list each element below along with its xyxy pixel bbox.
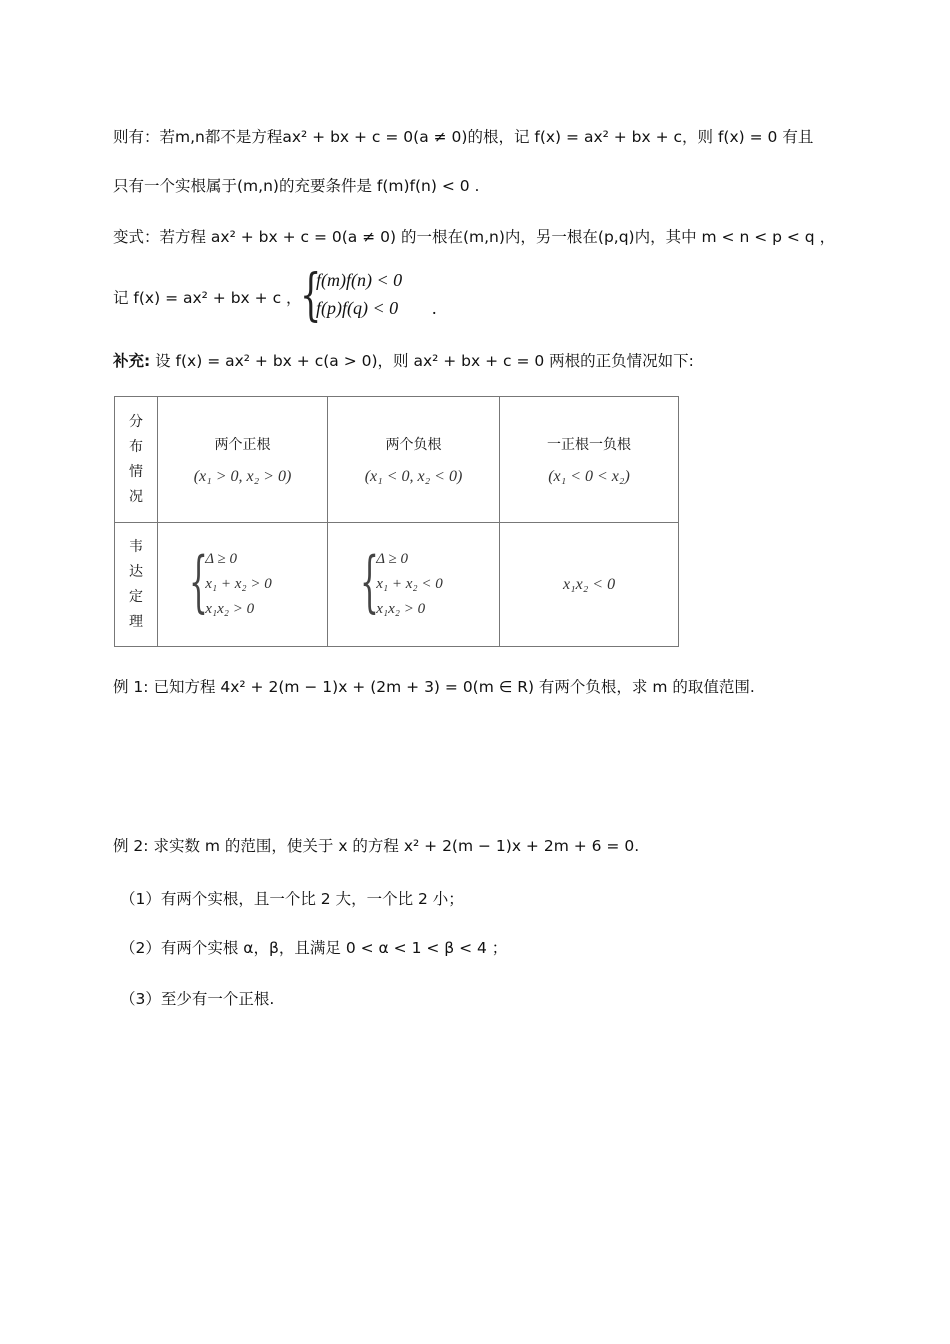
example-1: 例 1: 已知方程 4x² + 2(m − 1)x + (2m + 3) = 0(m ∈ R) 有两个负根，求 m 的取值范围. [113,678,755,696]
variant-condition-system [300,263,450,328]
variant-line-2-prefix: 记 f(x) = ax² + bx + c ， [113,289,302,307]
example-2-stem: 例 2: 求实数 m 的范围，使关于 x 的方程 x² + 2(m − 1)x + 2m + 6 = 0. [113,837,640,855]
variant-line-1: 变式：若方程 ax² + bx + c = 0(a ≠ 0) 的一根在(m,n)内，另一根在(p,q)内，其中 m < n < p < q ， [113,228,836,246]
cell-condition: (x₁ > 0, x₂ > 0) [193,467,292,485]
left-brace-icon: { [360,543,380,620]
left-brace-icon: { [189,543,209,620]
variant-condition-period: . [432,298,437,318]
row-header-distribution: 分 布 情 况 [115,397,158,523]
supplement-label: 补充: [113,352,151,370]
example-2-question-1: （1）有两个实根，且一个比 2 大，一个比 2 小； [120,890,464,908]
variant-condition-2: f(p)f(q) < 0 [316,298,399,318]
cell-condition: (x₁ < 0 < x₂) [548,467,630,485]
paragraph-condition-line-1: 则有：若m,n都不是方程ax² + bx + c = 0(a ≠ 0)的根，记 f(x) = ax² + bx + c，则 f(x) = 0 有且 [113,128,814,146]
row-header-vieta: 韦 达 定 理 [115,523,158,647]
table-row-vieta [115,523,679,647]
cell-two-positive [158,397,328,523]
cell-title: 一正根一负根 [547,436,631,453]
cell-two-negative [328,397,500,523]
paragraph-condition-line-2: 只有一个实根属于(m,n)的充要条件是 f(m)f(n) < 0 . [113,177,480,195]
variant-condition-1: f(m)f(n) < 0 [316,270,403,290]
vieta-system: { Δ ≥ 0 x₁ + x₂ > 0 x₁x₂ > 0 [189,543,272,620]
left-brace-icon: { [300,263,322,328]
example-2-question-2: （2）有两个实根 α，β，且满足 0 < α < 1 < β < 4 ； [120,939,508,957]
root-distribution-table [114,396,679,647]
vieta-system: { Δ ≥ 0 x₁ + x₂ < 0 x₁x₂ > 0 [360,543,443,620]
vieta-two-positive [158,523,328,647]
cell-title: 两个正根 [214,436,271,453]
example-2-question-3: （3）至少有一个正根. [120,990,275,1008]
supplement-text: 设 f(x) = ax² + bx + c(a > 0)，则 ax² + bx + c = 0 两根的正负情况如下: [150,352,694,370]
cell-one-positive-one-negative [500,397,679,523]
table-row-distribution [115,397,679,523]
cell-title: 两个负根 [385,436,442,453]
supplement-line [113,349,694,373]
vieta-one-positive-one-negative: x₁x₂ < 0 [500,523,679,647]
cell-condition: (x₁ < 0, x₂ < 0) [364,467,463,485]
vieta-two-negative [328,523,500,647]
